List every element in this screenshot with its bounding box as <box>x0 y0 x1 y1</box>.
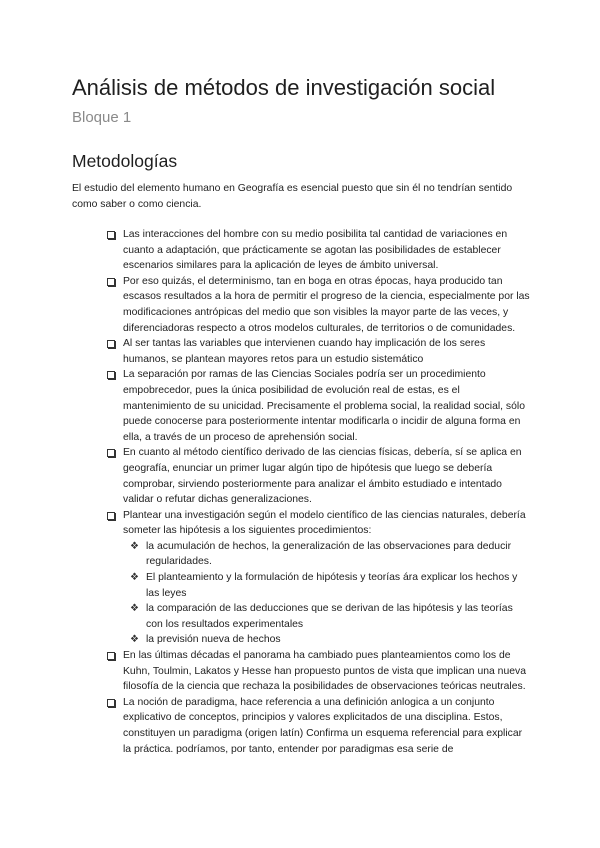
list-item <box>107 336 530 367</box>
checkbox-bullet-icon <box>107 340 115 348</box>
sub-list-item <box>129 570 530 601</box>
diamond-bullet-icon: ❖ <box>130 634 139 646</box>
list-item <box>107 367 530 445</box>
sub-list-item-text: la acumulación de hechos, la generalización de las observaciones para deducir regularidades. <box>146 540 512 568</box>
sub-list-item-text: la previsión nueva de hechos <box>146 634 281 646</box>
sub-list-item <box>129 539 530 570</box>
list-item <box>107 695 530 757</box>
checkbox-bullet-icon <box>107 512 115 520</box>
list-item <box>107 508 530 539</box>
sub-list-item-text: la comparación de las deducciones que se derivan de las hipótesis y las teorías con los resultados experimentales <box>146 603 513 630</box>
document-title: Análisis de métodos de investigación social <box>72 75 496 100</box>
checkbox-bullet-icon <box>107 231 115 239</box>
list-item-text: Las interacciones del hombre con su medio posibilita tal cantidad de variaciones en cuanto a adaptación, que prácticamente se agotan las posibilidades de establecer escenarios similares para la aplicación de leyes de ámbito universal. <box>123 229 508 272</box>
checkbox-bullet-icon <box>107 371 115 379</box>
list-item-text: Plantear una investigación según el modelo científico de las ciencias naturales, debería someter las hipótesis a los siguientes procedimientos: <box>123 509 526 537</box>
list-item-text: En las últimas décadas el panorama ha cambiado pues planteamientos como los de Kuhn, Toulmin, Lakatos y Hesse han propuesto puntos de vista que implican una nueva filosofía de la ciencia que rechaza la posibilidades de observaciones teóricas neutrales. <box>123 650 526 693</box>
sub-list-item <box>129 601 530 632</box>
diamond-bullet-icon: ❖ <box>130 572 139 584</box>
list-item <box>107 227 530 274</box>
list-item-text: La noción de paradigma, hace referencia a una definición anlogica a un conjunto explicativo de conceptos, principios y valores explicitados de una disciplina. Estos, constituyen un paradigma (origen latín) Confirma un esquema referencial para explicar la práctica. podríamos, por tanto, entender por paradigmas esa serie de <box>123 696 523 755</box>
checkbox-bullet-icon <box>107 652 115 660</box>
list-item-text: Al ser tantas las variables que intervienen cuando hay implicación de los seres humanos, se plantean mayores retos para un estudio sistemático <box>123 338 486 365</box>
sub-list-item <box>129 632 530 648</box>
intro-paragraph: El estudio del elemento humano en Geografía es esencial puesto que sin él no tendrían sentido como saber o como ciencia. <box>72 183 513 210</box>
section-heading: Metodologías <box>72 151 178 171</box>
list-item-text: La separación por ramas de las Ciencias Sociales podría ser un procedimiento empobrecedor, pues la única posibilidad de evolución real de estas, es el mantenimiento de su unicidad. Precisamente el problema social, la realidad social, sólo puede conocerse para posteriormente intentar modificarla o incidir de alguna forma en ella, a través de un proceso de aprehensión social. <box>123 369 525 443</box>
bullet-list <box>72 227 530 539</box>
diamond-bullet-icon: ❖ <box>130 603 139 615</box>
document-subtitle: Bloque 1 <box>72 109 132 126</box>
checkbox-bullet-icon <box>107 449 115 457</box>
checkbox-bullet-icon <box>107 278 115 286</box>
list-item-text: Por eso quizás, el determinismo, tan en boga en otras épocas, haya producido tan escasos resultados a la hora de permitir el progreso de la ciencia, especialmente por las modificaciones antrópicas del medio que son visibles la mayor parte de las veces, y diferenciadoras respecto a otros modelos culturales, de territorios o de comunidades. <box>123 275 530 334</box>
checkbox-bullet-icon <box>107 699 115 707</box>
list-item <box>107 648 530 695</box>
list-item <box>107 274 530 336</box>
sub-list-item-text: El planteamiento y la formulación de hipótesis y teorías ára explicar los hechos y las leyes <box>146 572 518 599</box>
list-item <box>107 445 530 507</box>
list-item-text: En cuanto al método científico derivado de las ciencias físicas, debería, sí se aplica en geografía, enunciar un primer lugar algún tipo de hipótesis que luego se debería comprobar, sirviendo posteriormente para analizar el ámbito estudiado e intentado validar o refutar dichas generalizaciones. <box>123 447 522 506</box>
diamond-bullet-icon: ❖ <box>130 540 139 552</box>
sub-bullet-list <box>72 539 530 648</box>
bullet-list-continued <box>72 648 530 757</box>
